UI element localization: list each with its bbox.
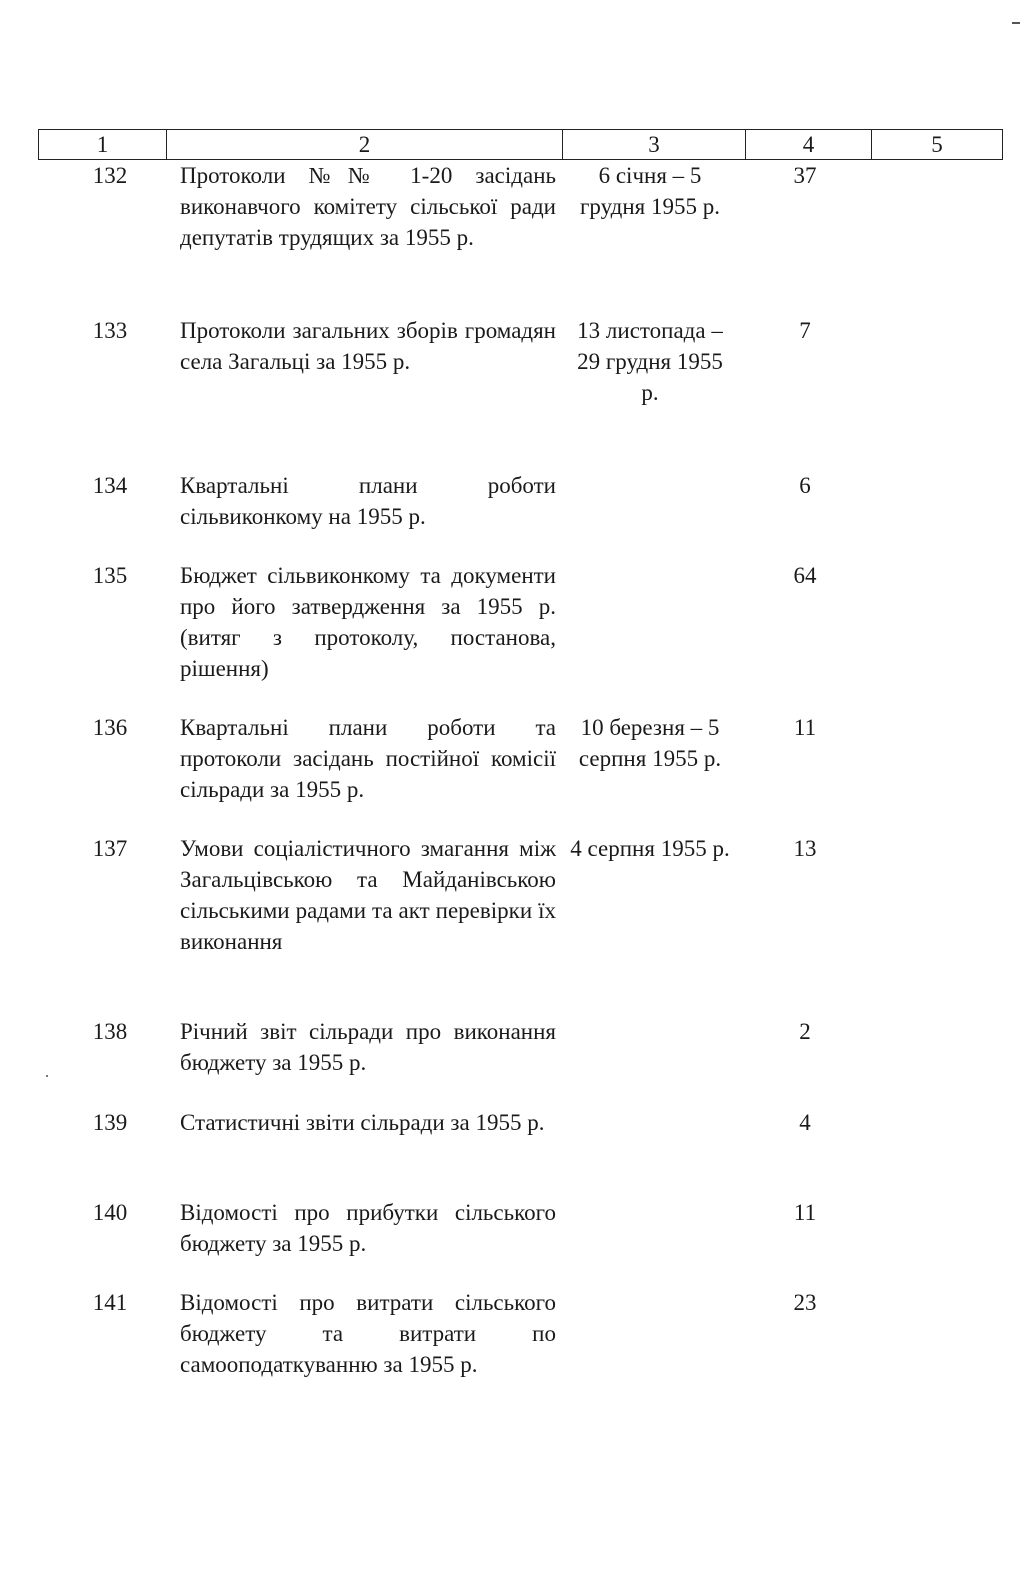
file-number: 137 (92, 836, 128, 861)
header-col-4: 4 (746, 130, 872, 159)
file-title: Протоколи №№ 1-20 засідань виконавчого комітету сільської ради депутатів трудящих за 1955 р. (180, 163, 556, 250)
file-sheets: 11 (793, 715, 817, 740)
file-number: 138 (92, 1019, 128, 1044)
file-title: Протоколи загальних зборів громадян села Загальці за 1955 р. (180, 318, 556, 374)
header-col-5: 5 (931, 131, 943, 157)
file-number: 133 (92, 318, 128, 343)
file-title: Відомості про витрати сільського бюджету та витрати по самооподаткуванню за 1955 р. (180, 1290, 556, 1377)
file-sheets: 23 (793, 1290, 817, 1315)
file-sheets: 64 (793, 563, 817, 588)
header-col-2: 2 (167, 130, 563, 159)
file-sheets: 6 (799, 473, 811, 498)
file-sheets: 7 (799, 318, 811, 343)
file-title: Відомості про прибутки сільського бюджету за 1955 р. (180, 1200, 556, 1256)
file-sheets: 2 (799, 1019, 811, 1044)
table-header (38, 129, 1003, 160)
file-sheets: 13 (793, 836, 817, 861)
header-col-1: 1 (39, 130, 167, 159)
file-number: 134 (92, 473, 128, 498)
file-dates: 10 березня – 5 серпня 1955 р. (578, 715, 722, 771)
file-number: 132 (92, 163, 128, 188)
file-title: Бюджет сільвиконкому та документи про його затвердження за 1955 р. (витяг з протоколу, постанова, рішення) (180, 563, 556, 681)
file-title: Умови соціалістичного змагання між Загальцівською та Майданівською сільськими радами та акт перевірки їх виконання (180, 836, 556, 954)
file-number: 136 (92, 715, 128, 740)
file-number: 139 (92, 1110, 128, 1135)
file-dates: 13 листопада – 29 грудня 1955 р. (577, 318, 723, 405)
scan-speck (46, 1075, 48, 1077)
scan-mark (1012, 22, 1020, 24)
file-sheets: 37 (793, 163, 817, 188)
file-title: Квартальні плани роботи та протоколи засідань постійної комісії сільради за 1955 р. (180, 715, 556, 802)
header-col-3: 3 (563, 130, 746, 159)
file-title: Квартальні плани роботи сільвиконкому на 1955 р. (180, 473, 556, 529)
file-title: Статистичні звіти сільради за 1955 р. (180, 1110, 545, 1135)
file-number: 135 (92, 563, 128, 588)
file-number: 140 (92, 1200, 128, 1225)
file-dates: 4 серпня 1955 р. (570, 836, 730, 861)
file-dates: 6 січня – 5 грудня 1955 р. (579, 163, 721, 219)
file-sheets: 4 (799, 1110, 811, 1135)
file-number: 141 (92, 1290, 128, 1315)
file-title: Річний звіт сільради про виконання бюджету за 1955 р. (180, 1019, 556, 1075)
file-sheets: 11 (793, 1200, 817, 1225)
